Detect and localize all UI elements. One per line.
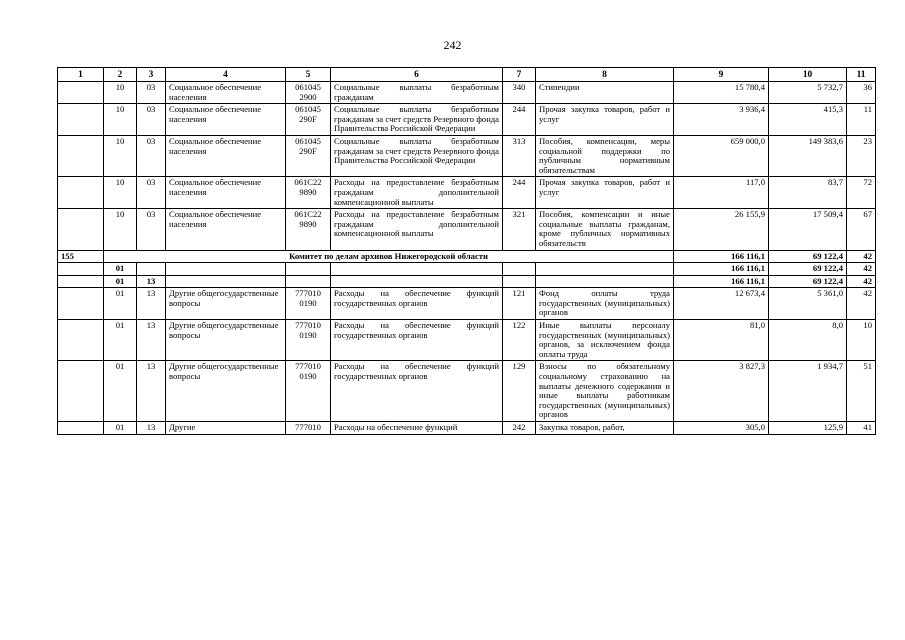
expense-type-code: 121 — [503, 288, 536, 320]
actual-value: 69 122,4 — [769, 275, 847, 288]
subsection-code: 03 — [137, 82, 166, 104]
target-code: 061045 2900 — [286, 82, 331, 104]
percent-value: 67 — [847, 209, 876, 250]
table-row — [58, 177, 876, 209]
target-name: Расходы на обеспечение функций государственных органов — [331, 288, 503, 320]
percent-value: 42 — [847, 263, 876, 276]
table-row — [58, 320, 876, 361]
target-code: 777010 0190 — [286, 320, 331, 361]
section-code: 01 — [104, 288, 137, 320]
subsection-name: Другие — [166, 422, 286, 435]
actual-value: 149 383,6 — [769, 135, 847, 176]
actual-value: 83,7 — [769, 177, 847, 209]
actual-value: 125,9 — [769, 422, 847, 435]
subsection-code: 13 — [137, 275, 166, 288]
subsection-name: Другие общегосударственные вопросы — [166, 288, 286, 320]
percent-value: 23 — [847, 135, 876, 176]
expense-type-code: 129 — [503, 361, 536, 422]
percent-value: 11 — [847, 104, 876, 136]
actual-value: 415,3 — [769, 104, 847, 136]
expense-type-name: Фонд оплаты труда государственных (муниципальных) органов — [536, 288, 674, 320]
subsection-code: 13 — [137, 422, 166, 435]
plan-value: 117,0 — [674, 177, 769, 209]
subsection-code: 13 — [137, 320, 166, 361]
expense-type-name: Пособия, компенсации и иные социальные выплаты гражданам, кроме публичных нормативных обязательств — [536, 209, 674, 250]
target-code: 777010 — [286, 422, 331, 435]
table-row — [58, 82, 876, 104]
expense-type-name: Пособия, компенсации, меры социальной поддержки по публичным нормативным обязательствам — [536, 135, 674, 176]
subsection-name: Другие общегосударственные вопросы — [166, 361, 286, 422]
subsection-name: Социальное обеспечение населения — [166, 135, 286, 176]
table-row — [58, 361, 876, 422]
committee-name: Комитет по делам архивов Нижегородской области — [104, 250, 674, 263]
plan-value: 15 780,4 — [674, 82, 769, 104]
subsection-code: 13 — [137, 288, 166, 320]
plan-value: 3 936,4 — [674, 104, 769, 136]
subsection-code: 03 — [137, 177, 166, 209]
target-code: 061045 290F — [286, 104, 331, 136]
section-code: 01 — [104, 422, 137, 435]
subsection-code: 03 — [137, 104, 166, 136]
target-name: Расходы на обеспечение функций государственных органов — [331, 361, 503, 422]
plan-value: 166 116,1 — [674, 275, 769, 288]
expense-type-code: 340 — [503, 82, 536, 104]
section-code: 10 — [104, 82, 137, 104]
plan-value: 12 673,4 — [674, 288, 769, 320]
actual-value: 69 122,4 — [769, 263, 847, 276]
expense-type-code: 244 — [503, 177, 536, 209]
percent-value: 42 — [847, 275, 876, 288]
percent-value: 36 — [847, 82, 876, 104]
table-row — [58, 209, 876, 250]
actual-value: 5 732,7 — [769, 82, 847, 104]
col-header: 4 — [166, 68, 286, 82]
target-code: 061045 290F — [286, 135, 331, 176]
subsection-code: 13 — [137, 361, 166, 422]
percent-value: 41 — [847, 422, 876, 435]
table-row — [58, 135, 876, 176]
plan-value: 166 116,1 — [674, 263, 769, 276]
expense-type-code: 122 — [503, 320, 536, 361]
percent-value: 42 — [847, 288, 876, 320]
actual-value: 1 934,7 — [769, 361, 847, 422]
col-header: 8 — [536, 68, 674, 82]
expense-type-name: Стипендии — [536, 82, 674, 104]
target-name: Социальные выплаты безработным гражданам за счет средств Резервного фонда Правительства Российской Федерации — [331, 104, 503, 136]
target-code: 061C22 9890 — [286, 177, 331, 209]
header-row — [58, 68, 876, 82]
budget-table — [57, 67, 876, 435]
col-header: 3 — [137, 68, 166, 82]
plan-value: 659 000,0 — [674, 135, 769, 176]
section-code: 01 — [104, 263, 137, 276]
percent-value: 10 — [847, 320, 876, 361]
expense-type-code: 321 — [503, 209, 536, 250]
expense-type-code: 242 — [503, 422, 536, 435]
target-name: Расходы на обеспечение функций — [331, 422, 503, 435]
percent-value: 72 — [847, 177, 876, 209]
plan-value: 305,0 — [674, 422, 769, 435]
expense-type-code: 313 — [503, 135, 536, 176]
actual-value: 8,0 — [769, 320, 847, 361]
subsection-name: Социальное обеспечение населения — [166, 177, 286, 209]
target-name: Расходы на обеспечение функций государственных органов — [331, 320, 503, 361]
section-code: 01 — [104, 320, 137, 361]
expense-type-name: Прочая закупка товаров, работ и услуг — [536, 177, 674, 209]
section-code: 10 — [104, 104, 137, 136]
target-name: Социальные выплаты безработным гражданам — [331, 82, 503, 104]
section-total-row — [58, 263, 876, 276]
subsection-code: 03 — [137, 135, 166, 176]
expense-type-name: Закупка товаров, работ, — [536, 422, 674, 435]
col-header: 1 — [58, 68, 104, 82]
target-code: 777010 0190 — [286, 361, 331, 422]
target-code: 777010 0190 — [286, 288, 331, 320]
section-code: 10 — [104, 177, 137, 209]
subsection-name: Социальное обеспечение населения — [166, 209, 286, 250]
subsection-code: 03 — [137, 209, 166, 250]
col-header: 7 — [503, 68, 536, 82]
col-header: 11 — [847, 68, 876, 82]
section-code: 01 — [104, 275, 137, 288]
plan-value: 26 155,9 — [674, 209, 769, 250]
col-header: 5 — [286, 68, 331, 82]
section-code: 10 — [104, 135, 137, 176]
target-name: Расходы на предоставление безработным гражданам дополнительной компенсационной выплаты — [331, 177, 503, 209]
plan-value: 3 827,3 — [674, 361, 769, 422]
actual-value: 5 361,0 — [769, 288, 847, 320]
expense-type-name: Иные выплаты персоналу государственных (муниципальных) органов, за исключением фонда оплаты труда — [536, 320, 674, 361]
percent-value: 42 — [847, 250, 876, 263]
subsection-name: Социальное обеспечение населения — [166, 104, 286, 136]
subsection-name: Социальное обеспечение населения — [166, 82, 286, 104]
col-header: 9 — [674, 68, 769, 82]
col-header: 2 — [104, 68, 137, 82]
plan-value: 81,0 — [674, 320, 769, 361]
col-header: 6 — [331, 68, 503, 82]
subsection-name: Другие общегосударственные вопросы — [166, 320, 286, 361]
table-row — [58, 104, 876, 136]
percent-value: 51 — [847, 361, 876, 422]
subsection-total-row — [58, 275, 876, 288]
page-number: 242 — [443, 38, 462, 52]
expense-type-code: 244 — [503, 104, 536, 136]
plan-value: 166 116,1 — [674, 250, 769, 263]
committee-code: 155 — [58, 250, 104, 263]
target-name: Социальные выплаты безработным гражданам за счет средств Резервного фонда Правительства Российской Федерации — [331, 135, 503, 176]
actual-value: 17 509,4 — [769, 209, 847, 250]
target-code: 061C22 9890 — [286, 209, 331, 250]
col-header: 10 — [769, 68, 847, 82]
actual-value: 69 122,4 — [769, 250, 847, 263]
target-name: Расходы на предоставление безработным гражданам дополнительной компенсационной выплаты — [331, 209, 503, 250]
table-row — [58, 422, 876, 435]
table-row — [58, 288, 876, 320]
section-code: 01 — [104, 361, 137, 422]
committee-row — [58, 250, 876, 263]
section-code: 10 — [104, 209, 137, 250]
expense-type-name: Прочая закупка товаров, работ и услуг — [536, 104, 674, 136]
expense-type-name: Взносы по обязательному социальному страхованию на выплаты денежного содержания и иные выплаты работникам государственных (муниципальных) органов — [536, 361, 674, 422]
